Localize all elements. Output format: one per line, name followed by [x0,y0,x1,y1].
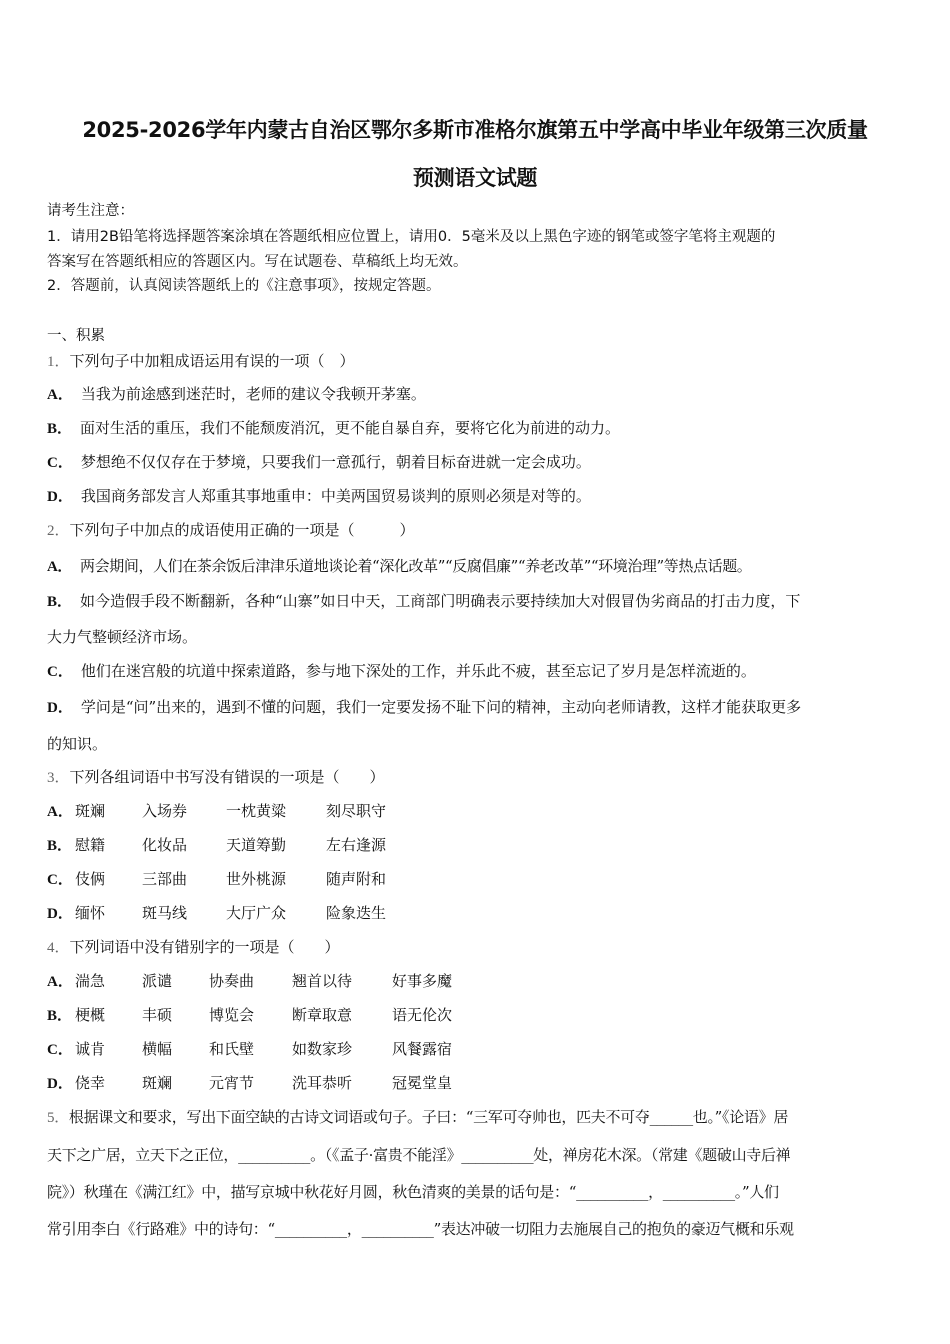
notice-line: 2．答题前，认真阅读答题纸上的《注意事项》，按规定答题。 [47,278,441,294]
option-word: 语无伦次 [392,1006,453,1024]
option-label: B． [47,421,73,437]
option-label: B． [47,1008,73,1024]
option-word: 一枕黄粱 [226,802,287,820]
option-word: 天道筹勤 [226,836,287,854]
option-b [47,418,620,439]
question-3-stem [47,767,385,788]
option-d [47,697,801,718]
option-word: 世外桃源 [226,870,287,888]
question-number: 3． [47,770,70,786]
question-2-stem [47,520,415,541]
option-word: 随声附和 [326,870,387,888]
option-b [47,1005,907,1025]
option-text: 当我为前途感到迷茫时，老师的建议令我顿开茅塞。 [80,385,426,403]
option-word: 湍急 [75,972,106,990]
option-word: 好事多魔 [392,972,453,990]
option-label: D． [47,906,73,922]
option-word: 协奏曲 [209,972,255,990]
option-word: 丰硕 [142,1006,173,1024]
option-word: 梗概 [75,1006,106,1024]
question-number: 5． [47,1110,69,1126]
option-c [47,869,907,889]
option-label: C． [47,872,73,888]
option-text: 我国商务部发言人郑重其事地重申：中美两国贸易谈判的原则必须是对等的。 [80,487,591,505]
section-heading: 一、积累 [47,328,105,344]
question-5-line: 常引用李白《行路难》中的诗句：“__________，__________”表达冲破一切阻力去施展自己的抱负的豪迈气概和乐观 [47,1220,794,1238]
option-a [47,384,426,405]
option-label: B． [47,594,73,610]
option-a [47,556,751,577]
question-number: 1． [47,354,70,370]
option-word: 化妆品 [142,836,188,854]
option-word: 派谴 [142,972,173,990]
option-b [47,591,800,612]
option-text: 两会期间，人们在茶余饭后津津乐道地谈论着“深化改革”“反腐倡廉”“养老改革”“环境治理”等热点话题。 [80,557,752,575]
option-word: 冠冕堂皇 [392,1074,453,1092]
option-label: A． [47,559,73,575]
option-word: 慰籍 [75,836,106,854]
option-word: 大厅广众 [226,904,287,922]
option-word: 断章取意 [292,1006,353,1024]
question-number: 2． [47,523,70,539]
option-word: 博览会 [209,1006,255,1024]
option-word: 诚肯 [75,1040,106,1058]
option-word: 左右逢源 [326,836,387,854]
option-word: 入场券 [142,802,188,820]
question-5-line: 天下之广居，立天下之正位，__________。（《孟子·富贵不能淫》__________处，禅房花木深。（常建《题破山寺后禅 [47,1146,791,1164]
option-text: 梦想绝不仅仅存在于梦境，只要我们一意孤行，朝着目标奋进就一定会成功。 [80,453,591,471]
option-word: 斑斓 [142,1074,173,1092]
option-word: 和氏壁 [209,1040,255,1058]
option-word: 刻尽职守 [326,802,387,820]
option-word: 如数家珍 [292,1040,353,1058]
option-word: 侥幸 [75,1074,106,1092]
option-label: D． [47,489,73,505]
option-label: C． [47,664,73,680]
option-a [47,971,907,991]
option-word: 伎俩 [75,870,106,888]
option-word: 险象迭生 [326,904,387,922]
option-word: 斑马线 [142,904,188,922]
option-word: 横幅 [142,1040,173,1058]
stem-text: 下列句子中加粗成语运用有误的一项（ ） [69,352,355,370]
option-label: C． [47,455,73,471]
option-word: 斑斓 [75,802,106,820]
option-label: C． [47,1042,73,1058]
option-word: 缅怀 [75,904,106,922]
option-text: 如今造假手段不断翻新，各种“山寨”如日中天，工商部门明确表示要持续加大对假冒伪劣商品的打击力度，下 [80,592,801,610]
doc-title-line-1: 2025-2026学年内蒙古自治区鄂尔多斯市准格尔旗第五中学高中毕业年级第三次质量 [82,118,868,142]
question-4-stem [47,937,340,958]
notice-line: 1．请用2B铅笔将选择题答案涂填在答题纸相应位置上，请用0．5毫米及以上黑色字迹的钢笔或签字笔将主观题的 [47,229,776,245]
option-c [47,452,591,473]
option-word: 风餐露宿 [392,1040,453,1058]
option-word: 元宵节 [209,1074,255,1092]
option-d-continued: 的知识。 [47,735,108,753]
option-word: 三部曲 [142,870,188,888]
option-b-continued: 大力气整顿经济市场。 [47,628,198,646]
stem-text: 下列词语中没有错别字的一项是（ ） [69,938,340,956]
option-label: A． [47,387,73,403]
option-d [47,1073,907,1093]
notice-heading: 请考生注意： [47,203,134,219]
stem-text: 下列各组词语中书写没有错误的一项是（ ） [69,768,385,786]
notice-line: 答案写在答题纸相应的答题区内。写在试题卷、草稿纸上均无效。 [47,254,468,270]
option-label: A． [47,804,73,820]
doc-title-line-2: 预测语文试题 [412,166,538,190]
question-5-line [47,1107,788,1128]
question-5-text: 根据课文和要求，写出下面空缺的古诗文词语或句子。子曰：“三军可夺帅也，匹夫不可夺______也。”《论语》居 [68,1108,789,1126]
option-text: 学问是“问”出来的，遇到不懂的问题，我们一定要发扬不耻下问的精神，主动向老师请教，这样才能获取更多 [80,698,802,716]
option-c [47,1039,907,1059]
option-label: D． [47,700,73,716]
option-word: 翘首以待 [292,972,353,990]
option-text: 面对生活的重压，我们不能颓废消沉，更不能自暴自弃，要将它化为前进的动力。 [80,419,621,437]
stem-text: 下列句子中加点的成语使用正确的一项是（ ） [69,521,415,539]
question-5-line: 院》）秋瑾在《满江红》中，描写京城中秋花好月圆，秋色清爽的美景的话句是：“__________，__________。”人们 [47,1183,779,1201]
option-text: 他们在迷宫般的坑道中探索道路，参与地下深处的工作，并乐此不疲，甚至忘记了岁月是怎样流逝的。 [80,662,756,680]
option-label: D． [47,1076,73,1092]
option-c [47,661,756,682]
option-a [47,801,907,821]
question-1-stem [47,351,355,372]
option-word: 洗耳恭听 [292,1074,353,1092]
option-b [47,835,907,855]
option-d [47,486,591,507]
option-label: B． [47,838,73,854]
option-label: A． [47,974,73,990]
question-number: 4． [47,940,70,956]
option-d [47,903,907,923]
